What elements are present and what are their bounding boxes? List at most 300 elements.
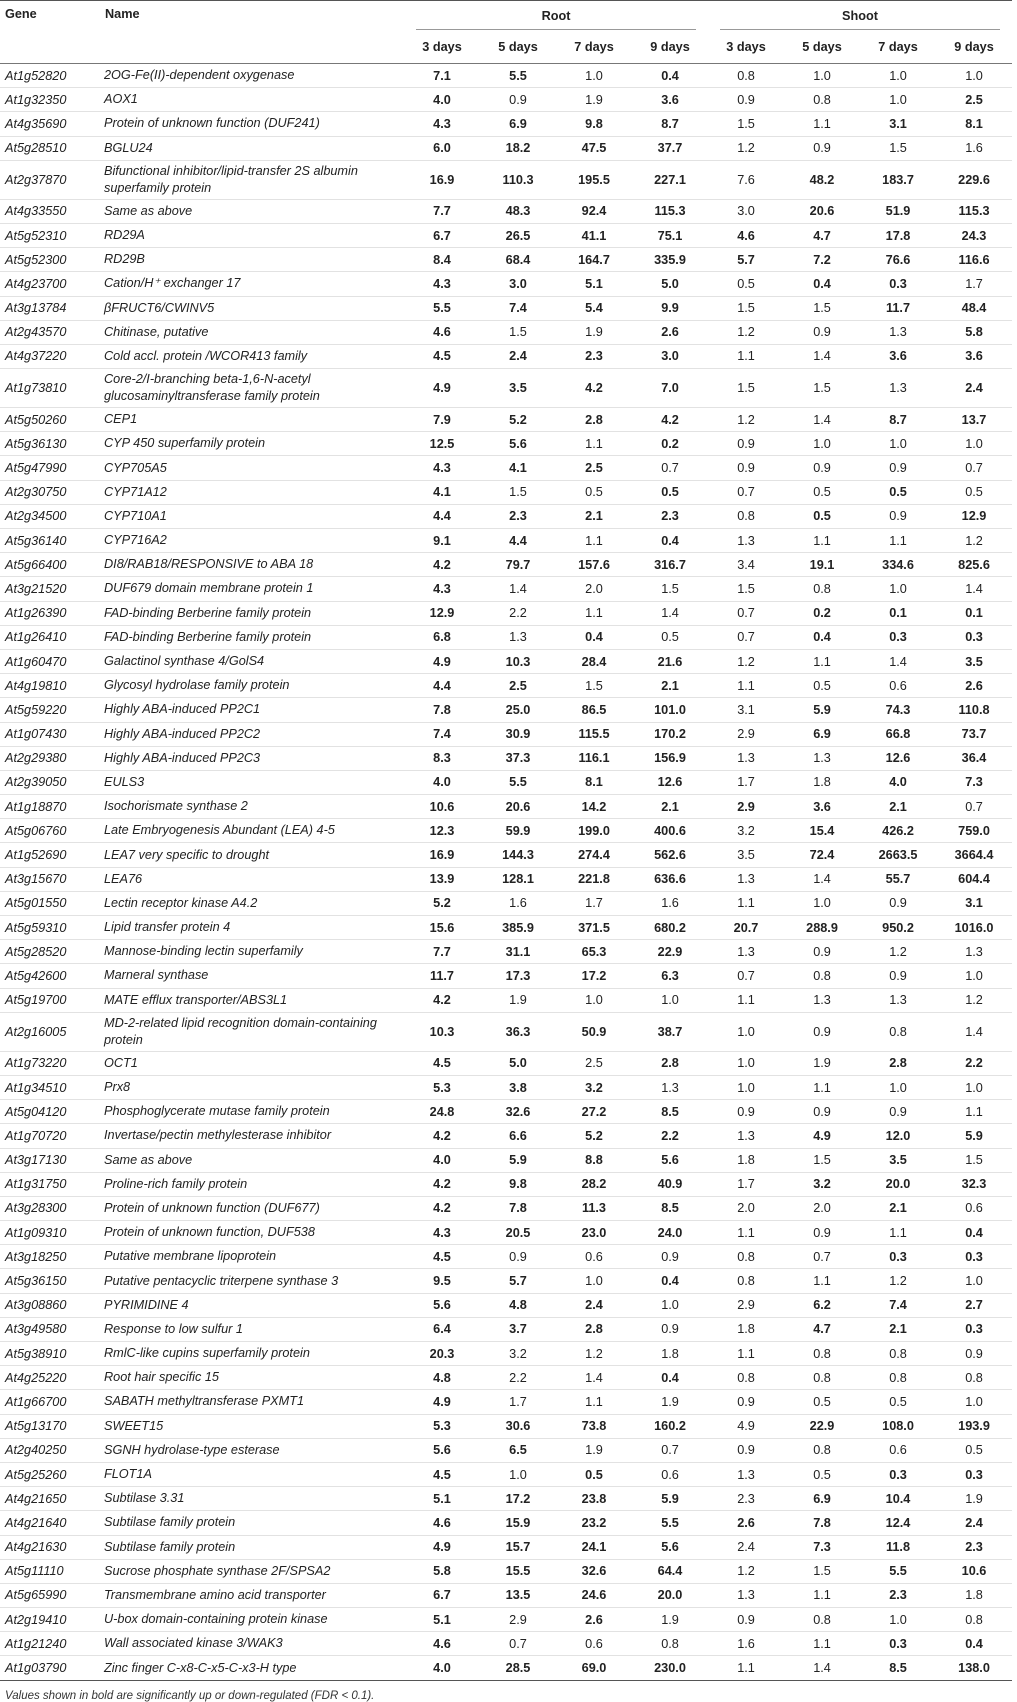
gene-id-cell: At5g50260 [0,408,100,432]
root-value-cell: 2.1 [632,674,708,698]
root-value-cell: 195.5 [556,160,632,199]
root-value-cell: 1.5 [480,320,556,344]
shoot-value-cell: 1.1 [708,891,784,915]
shoot-value-cell: 0.9 [860,456,936,480]
root-value-cell: 1.0 [632,988,708,1012]
root-value-cell: 1.4 [480,577,556,601]
header-root-day-9: 9 days [650,40,690,54]
root-value-cell: 1.5 [556,674,632,698]
shoot-value-cell: 0.3 [860,1462,936,1486]
shoot-value-cell: 138.0 [936,1656,1012,1680]
shoot-value-cell: 1.0 [936,1075,1012,1099]
root-value-cell: 156.9 [632,746,708,770]
shoot-value-cell: 76.6 [860,248,936,272]
gene-name-cell: Protein of unknown function, DUF538 [100,1221,404,1245]
shoot-value-cell: 2.1 [860,795,936,819]
shoot-value-cell: 0.9 [860,964,936,988]
root-value-cell: 5.6 [404,1438,480,1462]
table-row [0,529,1012,553]
shoot-value-cell: 825.6 [936,553,1012,577]
shoot-value-cell: 2663.5 [860,843,936,867]
shoot-value-cell: 12.0 [860,1124,936,1148]
root-value-cell: 9.1 [404,529,480,553]
shoot-value-cell: 1.3 [784,746,860,770]
shoot-value-cell: 110.8 [936,698,1012,722]
shoot-value-cell: 0.9 [784,940,860,964]
table-row [0,64,1012,88]
shoot-value-cell: 0.9 [784,1012,860,1051]
shoot-value-cell: 1.7 [936,272,1012,296]
table-row [0,770,1012,794]
root-value-cell: 15.5 [480,1559,556,1583]
root-value-cell: 1.9 [632,1608,708,1632]
gene-id-cell: At3g15670 [0,867,100,891]
shoot-value-cell: 1.5 [860,136,936,160]
gene-id-cell: At5g42600 [0,964,100,988]
root-value-cell: 30.9 [480,722,556,746]
shoot-value-cell: 0.5 [708,272,784,296]
shoot-value-cell: 3.2 [784,1172,860,1196]
gene-id-cell: At4g19810 [0,674,100,698]
root-value-cell: 9.9 [632,296,708,320]
gene-id-cell: At5g65990 [0,1583,100,1607]
root-value-cell: 24.1 [556,1535,632,1559]
root-value-cell: 28.5 [480,1656,556,1680]
shoot-value-cell: 1.5 [784,1148,860,1172]
shoot-value-cell: 7.3 [936,770,1012,794]
root-value-cell: 32.6 [480,1100,556,1124]
gene-name-cell: Glycosyl hydrolase family protein [100,674,404,698]
table-row [0,1608,1012,1632]
table-row [0,1462,1012,1486]
root-value-cell: 0.9 [480,88,556,112]
root-value-cell: 0.5 [632,480,708,504]
gene-name-cell: AOX1 [100,88,404,112]
root-value-cell: 73.8 [556,1414,632,1438]
shoot-value-cell: 0.7 [936,795,1012,819]
root-value-cell: 2.2 [480,601,556,625]
shoot-value-cell: 0.9 [708,1390,784,1414]
shoot-value-cell: 0.5 [860,480,936,504]
root-value-cell: 8.5 [632,1100,708,1124]
table-row [0,1366,1012,1390]
shoot-value-cell: 0.8 [708,1245,784,1269]
root-value-cell: 4.6 [404,1511,480,1535]
shoot-value-cell: 0.8 [708,504,784,528]
shoot-value-cell: 4.9 [708,1414,784,1438]
shoot-value-cell: 20.7 [708,916,784,940]
gene-name-cell: Root hair specific 15 [100,1366,404,1390]
root-value-cell: 4.9 [404,649,480,673]
table-header [0,1,1012,64]
table-row [0,480,1012,504]
root-value-cell: 36.3 [480,1012,556,1051]
shoot-value-cell: 193.9 [936,1414,1012,1438]
root-value-cell: 1.0 [556,988,632,1012]
gene-name-cell: Transmembrane amino acid transporter [100,1583,404,1607]
shoot-value-cell: 1.4 [784,1656,860,1680]
root-value-cell: 40.9 [632,1172,708,1196]
header-shoot-label: Shoot [720,9,1000,30]
shoot-value-cell: 1.4 [784,344,860,368]
root-value-cell: 274.4 [556,843,632,867]
root-value-cell: 5.3 [404,1414,480,1438]
root-value-cell: 21.6 [632,649,708,673]
root-value-cell: 17.2 [556,964,632,988]
shoot-value-cell: 1.5 [784,1559,860,1583]
gene-name-cell: LEA76 [100,867,404,891]
gene-id-cell: At1g34510 [0,1075,100,1099]
gene-id-cell: At4g33550 [0,199,100,223]
shoot-value-cell: 36.4 [936,746,1012,770]
root-value-cell: 227.1 [632,160,708,199]
root-value-cell: 680.2 [632,916,708,940]
gene-name-cell: CYP71A12 [100,480,404,504]
root-value-cell: 3.2 [480,1342,556,1366]
shoot-value-cell: 3.6 [860,344,936,368]
shoot-value-cell: 0.8 [936,1608,1012,1632]
table-row [0,1172,1012,1196]
root-value-cell: 4.3 [404,1221,480,1245]
shoot-value-cell: 1.5 [708,577,784,601]
root-value-cell: 2.3 [556,344,632,368]
root-value-cell: 170.2 [632,722,708,746]
root-value-cell: 8.1 [556,770,632,794]
root-value-cell: 20.5 [480,1221,556,1245]
shoot-value-cell: 0.1 [860,601,936,625]
gene-id-cell: At1g73220 [0,1051,100,1075]
shoot-value-cell: 0.7 [708,625,784,649]
shoot-value-cell: 1.2 [860,1269,936,1293]
shoot-value-cell: 1.1 [708,1656,784,1680]
root-value-cell: 15.7 [480,1535,556,1559]
root-value-cell: 0.4 [632,1269,708,1293]
shoot-value-cell: 0.8 [708,1366,784,1390]
root-value-cell: 115.5 [556,722,632,746]
root-value-cell: 4.2 [404,1172,480,1196]
root-value-cell: 4.3 [404,456,480,480]
shoot-value-cell: 1.3 [708,1583,784,1607]
root-value-cell: 1.0 [480,1462,556,1486]
root-value-cell: 28.4 [556,649,632,673]
gene-id-cell: At2g34500 [0,504,100,528]
root-value-cell: 13.5 [480,1583,556,1607]
shoot-value-cell: 0.4 [784,625,860,649]
shoot-value-cell: 0.9 [860,1100,936,1124]
root-value-cell: 4.2 [556,369,632,408]
shoot-value-cell: 2.3 [936,1535,1012,1559]
root-value-cell: 64.4 [632,1559,708,1583]
root-value-cell: 4.4 [480,529,556,553]
root-value-cell: 6.5 [480,1438,556,1462]
shoot-value-cell: 0.5 [860,1390,936,1414]
root-value-cell: 7.4 [404,722,480,746]
table-row [0,601,1012,625]
root-value-cell: 4.4 [404,674,480,698]
root-value-cell: 2.5 [480,674,556,698]
table-row [0,1245,1012,1269]
gene-name-cell: Sucrose phosphate synthase 2F/SPSA2 [100,1559,404,1583]
root-value-cell: 2.8 [556,408,632,432]
shoot-value-cell: 2.9 [708,722,784,746]
shoot-value-cell: 0.3 [860,625,936,649]
root-value-cell: 157.6 [556,553,632,577]
root-value-cell: 13.9 [404,867,480,891]
gene-id-cell: At5g13170 [0,1414,100,1438]
shoot-value-cell: 2.9 [708,1293,784,1317]
gene-name-cell: Protein of unknown function (DUF677) [100,1196,404,1220]
root-value-cell: 48.3 [480,199,556,223]
shoot-value-cell: 0.2 [784,601,860,625]
shoot-value-cell: 1.2 [708,136,784,160]
root-value-cell: 11.3 [556,1196,632,1220]
root-value-cell: 1.4 [632,601,708,625]
shoot-value-cell: 0.6 [860,1438,936,1462]
root-value-cell: 230.0 [632,1656,708,1680]
shoot-value-cell: 1.7 [708,770,784,794]
shoot-value-cell: 1.5 [784,296,860,320]
root-value-cell: 1.9 [556,1438,632,1462]
root-value-cell: 20.6 [480,795,556,819]
shoot-value-cell: 6.9 [784,1487,860,1511]
root-value-cell: 4.0 [404,88,480,112]
gene-name-cell: SABATH methyltransferase PXMT1 [100,1390,404,1414]
shoot-value-cell: 1.4 [860,649,936,673]
root-value-cell: 1.3 [632,1075,708,1099]
root-value-cell: 1.6 [632,891,708,915]
shoot-value-cell: 1.1 [936,1100,1012,1124]
shoot-value-cell: 1.2 [708,320,784,344]
gene-id-cell: At1g66700 [0,1390,100,1414]
table-row [0,432,1012,456]
shoot-value-cell: 0.9 [784,136,860,160]
shoot-value-cell: 1.3 [784,988,860,1012]
root-value-cell: 7.0 [632,369,708,408]
shoot-value-cell: 1.7 [708,1172,784,1196]
root-value-cell: 1.9 [480,988,556,1012]
table-row [0,1012,1012,1051]
shoot-value-cell: 66.8 [860,722,936,746]
shoot-value-cell: 1.3 [708,746,784,770]
shoot-value-cell: 3.5 [860,1148,936,1172]
root-value-cell: 316.7 [632,553,708,577]
root-value-cell: 12.3 [404,819,480,843]
root-value-cell: 15.6 [404,916,480,940]
table-row [0,1342,1012,1366]
gene-name-cell: PYRIMIDINE 4 [100,1293,404,1317]
root-value-cell: 1.1 [556,601,632,625]
root-value-cell: 4.5 [404,1462,480,1486]
shoot-value-cell: 5.8 [936,320,1012,344]
shoot-value-cell: 0.8 [936,1366,1012,1390]
root-value-cell: 2.2 [480,1366,556,1390]
table-row [0,344,1012,368]
root-value-cell: 8.3 [404,746,480,770]
root-value-cell: 2.6 [632,320,708,344]
shoot-value-cell: 1.0 [784,432,860,456]
shoot-value-cell: 2.4 [936,369,1012,408]
root-value-cell: 4.5 [404,1245,480,1269]
shoot-value-cell: 2.0 [708,1196,784,1220]
root-value-cell: 7.9 [404,408,480,432]
root-value-cell: 4.9 [404,1535,480,1559]
shoot-value-cell: 12.6 [860,746,936,770]
root-value-cell: 20.3 [404,1342,480,1366]
root-value-cell: 0.4 [632,529,708,553]
root-value-cell: 7.7 [404,940,480,964]
shoot-value-cell: 2.8 [860,1051,936,1075]
root-value-cell: 65.3 [556,940,632,964]
gene-id-cell: At4g21630 [0,1535,100,1559]
table-row [0,722,1012,746]
shoot-value-cell: 1.5 [936,1148,1012,1172]
root-value-cell: 1.5 [480,480,556,504]
shoot-value-cell: 0.6 [860,674,936,698]
gene-name-cell: CYP 450 superfamily protein [100,432,404,456]
root-value-cell: 1.0 [632,1293,708,1317]
table-row [0,819,1012,843]
gene-name-cell: CYP705A5 [100,456,404,480]
root-value-cell: 32.6 [556,1559,632,1583]
gene-name-cell: MATE efflux transporter/ABS3L1 [100,988,404,1012]
gene-name-cell: Galactinol synthase 4/GolS4 [100,649,404,673]
root-value-cell: 4.2 [404,988,480,1012]
gene-id-cell: At2g19410 [0,1608,100,1632]
root-value-cell: 385.9 [480,916,556,940]
gene-name-cell: Marneral synthase [100,964,404,988]
root-value-cell: 1.7 [480,1390,556,1414]
shoot-value-cell: 3.6 [784,795,860,819]
gene-name-cell: Mannose-binding lectin superfamily [100,940,404,964]
gene-name-cell: βFRUCT6/CWINV5 [100,296,404,320]
gene-name-cell: Cold accl. protein /WCOR413 family [100,344,404,368]
shoot-value-cell: 1.5 [708,369,784,408]
shoot-value-cell: 1.0 [784,64,860,88]
root-value-cell: 5.1 [404,1608,480,1632]
root-value-cell: 0.9 [632,1245,708,1269]
table-row [0,1559,1012,1583]
gene-name-cell: DI8/RAB18/RESPONSIVE to ABA 18 [100,553,404,577]
gene-name-cell: FAD-binding Berberine family protein [100,625,404,649]
root-value-cell: 3.2 [556,1075,632,1099]
gene-name-cell: MD-2-related lipid recognition domain-containing protein [100,1012,404,1051]
root-value-cell: 9.8 [556,112,632,136]
root-value-cell: 2.1 [556,504,632,528]
root-value-cell: 5.9 [480,1148,556,1172]
gene-name-cell: Response to low sulfur 1 [100,1317,404,1341]
shoot-value-cell: 1.3 [708,940,784,964]
gene-name-cell: LEA7 very specific to drought [100,843,404,867]
root-value-cell: 4.5 [404,344,480,368]
root-value-cell: 2.4 [480,344,556,368]
shoot-value-cell: 2.4 [708,1535,784,1559]
shoot-value-cell: 11.7 [860,296,936,320]
shoot-value-cell: 0.8 [860,1342,936,1366]
gene-id-cell: At4g35690 [0,112,100,136]
root-value-cell: 17.2 [480,1487,556,1511]
shoot-value-cell: 1.1 [860,529,936,553]
root-value-cell: 5.1 [556,272,632,296]
gene-name-cell: Lectin receptor kinase A4.2 [100,891,404,915]
root-value-cell: 6.3 [632,964,708,988]
shoot-value-cell: 1.8 [784,770,860,794]
shoot-value-cell: 0.8 [784,964,860,988]
root-value-cell: 5.5 [404,296,480,320]
gene-id-cell: At1g70720 [0,1124,100,1148]
root-value-cell: 37.7 [632,136,708,160]
gene-name-cell: Zinc finger C-x8-C-x5-C-x3-H type [100,1656,404,1680]
root-value-cell: 2.4 [556,1293,632,1317]
root-value-cell: 3.0 [480,272,556,296]
gene-id-cell: At1g09310 [0,1221,100,1245]
root-value-cell: 3.5 [480,369,556,408]
root-value-cell: 22.9 [632,940,708,964]
shoot-value-cell: 1.8 [936,1583,1012,1607]
shoot-value-cell: 32.3 [936,1172,1012,1196]
root-value-cell: 0.8 [632,1632,708,1656]
gene-name-cell: Putative membrane lipoprotein [100,1245,404,1269]
shoot-value-cell: 0.5 [784,1462,860,1486]
root-value-cell: 7.8 [404,698,480,722]
root-value-cell: 0.6 [632,1462,708,1486]
gene-id-cell: At2g37870 [0,160,100,199]
shoot-value-cell: 1.5 [784,369,860,408]
gene-id-cell: At5g47990 [0,456,100,480]
shoot-value-cell: 0.8 [708,1269,784,1293]
shoot-value-cell: 0.5 [784,504,860,528]
root-value-cell: 7.7 [404,199,480,223]
root-value-cell: 4.0 [404,770,480,794]
shoot-value-cell: 2.7 [936,1293,1012,1317]
shoot-value-cell: 2.1 [860,1196,936,1220]
shoot-value-cell: 1.0 [784,891,860,915]
root-value-cell: 0.5 [632,625,708,649]
shoot-value-cell: 0.8 [784,577,860,601]
gene-id-cell: At4g23700 [0,272,100,296]
root-value-cell: 221.8 [556,867,632,891]
table-row [0,964,1012,988]
shoot-value-cell: 7.6 [708,160,784,199]
shoot-value-cell: 183.7 [860,160,936,199]
shoot-value-cell: 0.9 [860,891,936,915]
root-value-cell: 1.5 [632,577,708,601]
shoot-value-cell: 22.9 [784,1414,860,1438]
table-row [0,199,1012,223]
table-row [0,940,1012,964]
table-row [0,674,1012,698]
gene-id-cell: At3g08860 [0,1293,100,1317]
root-value-cell: 0.4 [556,625,632,649]
shoot-value-cell: 0.8 [784,1366,860,1390]
shoot-value-cell: 8.5 [860,1656,936,1680]
root-value-cell: 2.8 [632,1051,708,1075]
gene-name-cell: OCT1 [100,1051,404,1075]
shoot-value-cell: 8.1 [936,112,1012,136]
gene-id-cell: At5g36140 [0,529,100,553]
shoot-value-cell: 0.9 [708,1438,784,1462]
root-value-cell: 1.1 [556,1390,632,1414]
root-value-cell: 2.8 [556,1317,632,1341]
root-value-cell: 6.7 [404,223,480,247]
gene-name-cell: 2OG-Fe(II)-dependent oxygenase [100,64,404,88]
shoot-value-cell: 7.3 [784,1535,860,1559]
gene-id-cell: At4g37220 [0,344,100,368]
table-row [0,649,1012,673]
header-root-day-5: 5 days [498,40,538,54]
root-value-cell: 68.4 [480,248,556,272]
root-value-cell: 2.3 [632,504,708,528]
root-value-cell: 4.6 [404,1632,480,1656]
